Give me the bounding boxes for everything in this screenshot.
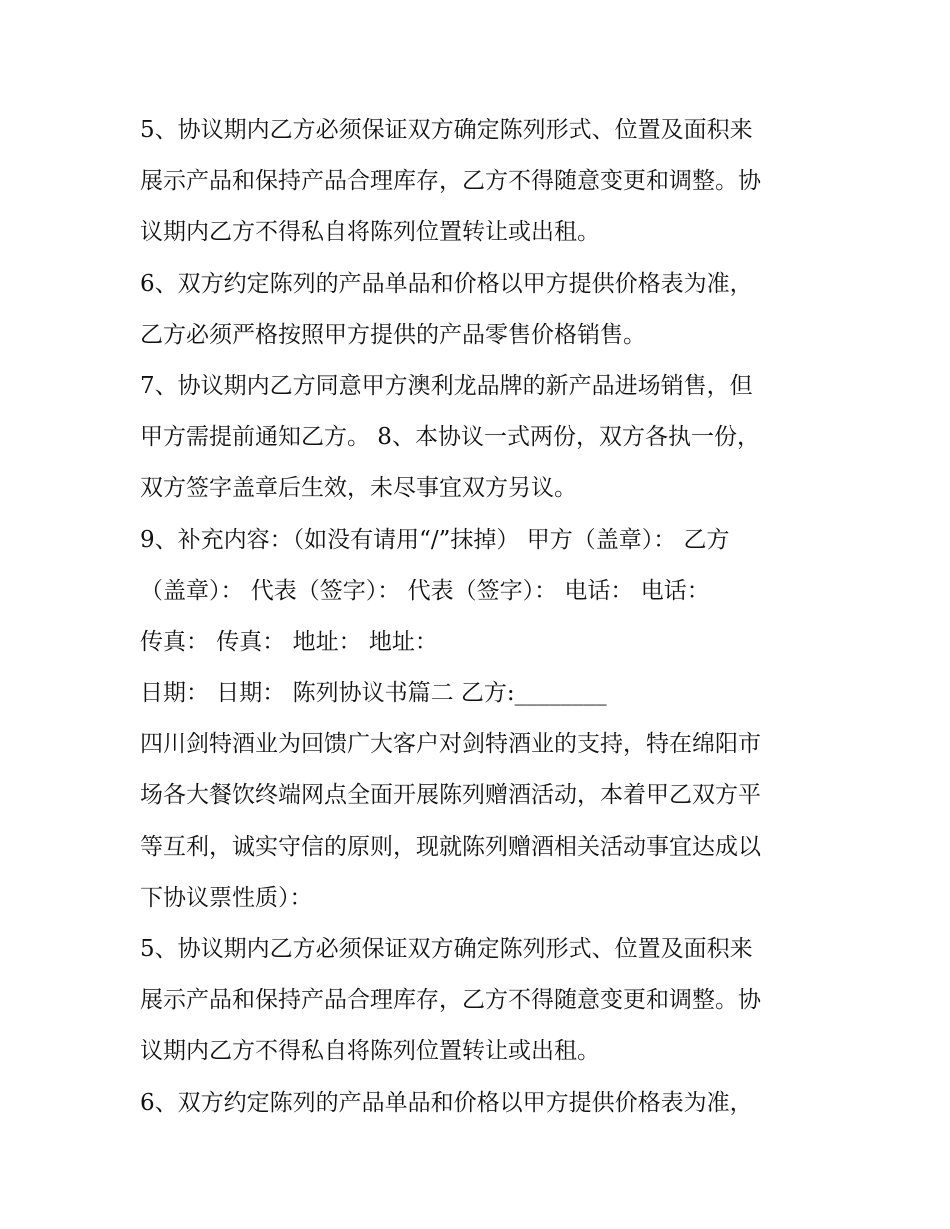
text-line: 四川剑特酒业为回馈广大客户对剑特酒业的支持，特在绵阳市 [140, 731, 761, 758]
text-line: 7、协议期内乙方同意甲方澳利龙品牌的新产品进场销售，但 [140, 372, 753, 399]
text-line: （盖章）： 代表（签字）： 代表（签字）： 电话： 电话： [140, 577, 710, 604]
text-line: 等互利，诚实守信的原则，现就陈列赠酒相关活动事宜达成以 [140, 833, 761, 860]
text-line: 6、双方约定陈列的产品单品和价格以甲方提供价格表为准， [140, 270, 753, 297]
text-line: 甲方需提前通知乙方。 8、本协议一式两份，双方各执一份， [140, 424, 760, 451]
text-line: 展示产品和保持产品合理库存，乙方不得随意变更和调整。协 [140, 987, 761, 1014]
text-line: 场各大餐饮终端网点全面开展陈列赠酒活动，本着甲乙双方平 [140, 782, 761, 809]
text-line: 6、双方约定陈列的产品单品和价格以甲方提供价格表为准， [140, 1089, 753, 1116]
text-line: 议期内乙方不得私自将陈列位置转让或出租。 [140, 219, 600, 246]
text-line: 5、协议期内乙方必须保证双方确定陈列形式、位置及面积来 [140, 936, 753, 962]
text-line: 议期内乙方不得私自将陈列位置转让或出租。 [140, 1038, 600, 1065]
text-line: 日期： 日期： 陈列协议书篇二 乙方:________ [140, 680, 607, 707]
text-line: 9、补充内容：（如没有请用“/”抹掉） 甲方（盖章）： 乙方 [140, 526, 730, 553]
text-line: 展示产品和保持产品合理库存，乙方不得随意变更和调整。协 [140, 168, 761, 195]
text-line: 乙方必须严格按照甲方提供的产品零售价格销售。 [140, 321, 646, 348]
text-line: 传真： 传真： 地址： 地址： [140, 628, 438, 655]
document-body [140, 112, 830, 1136]
text-line: 下协议票性质）： [140, 884, 313, 911]
text-line: 5、协议期内乙方必须保证双方确定陈列形式、位置及面积来 [140, 117, 753, 143]
text-line: 双方签字盖章后生效，未尽事宜双方另议。 [140, 475, 577, 502]
